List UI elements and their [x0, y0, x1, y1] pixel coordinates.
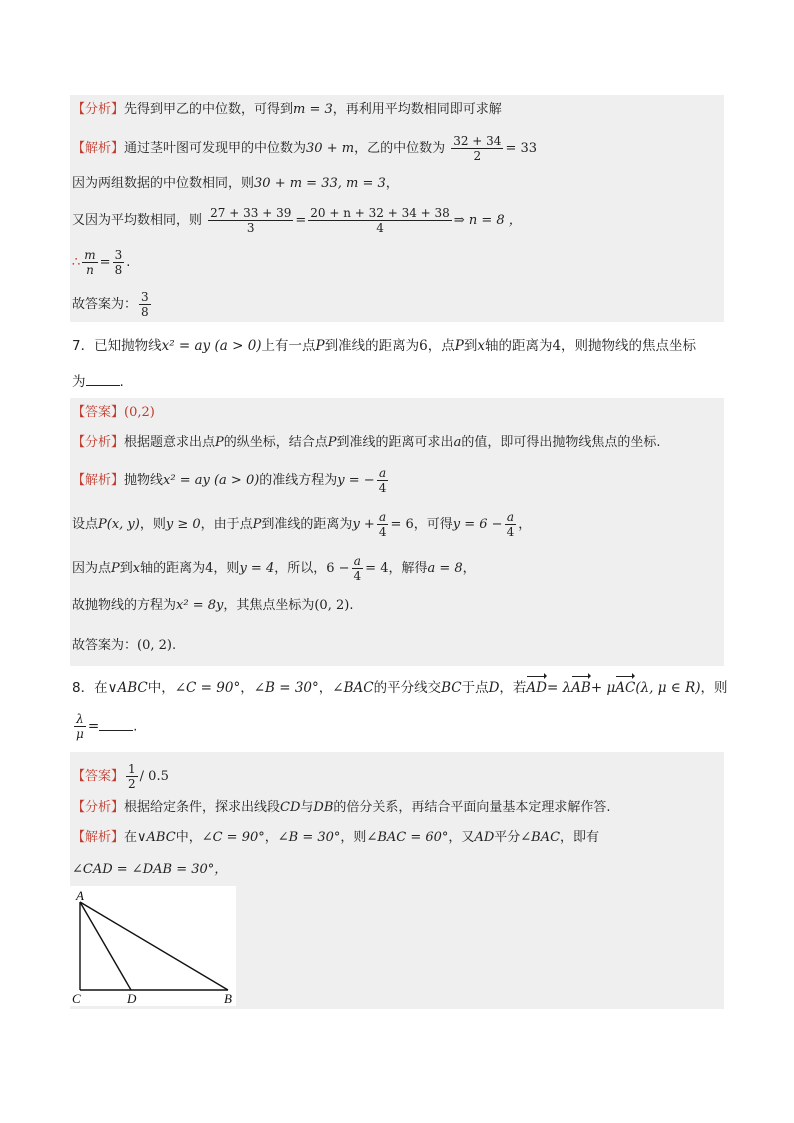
q8-ans-num: 1 [128, 762, 136, 776]
q7-sol1-b: 的准线方程为 [259, 473, 338, 488]
triangle-figure [70, 886, 236, 1006]
q6-frac5-num: 3 [114, 248, 123, 262]
q7-sol3-frac-num: a [352, 554, 364, 569]
q7-sol2-frac2-den: 4 [506, 525, 515, 539]
q8-sol1-angB: ∠B = 30° [277, 830, 341, 845]
q7-sol1-frac-num: a [377, 466, 389, 481]
q8-solution-tag: 【解析】 [72, 830, 125, 845]
q6-solution-eq: 30 + m [306, 141, 355, 156]
q7-analysis-p2: P [327, 435, 337, 450]
q8-ans-alt: / 0.5 [139, 769, 169, 784]
q8-sol1-e: 平分 [494, 830, 521, 845]
q6-frac2-num: 27 + 33 + 39 [210, 206, 292, 220]
q7-answer-tag: 【答案】 [72, 405, 125, 420]
q7-answer-pt: (0, 2) [137, 638, 172, 653]
q8-angC: ∠C = 90° [174, 680, 241, 696]
q6-analysis-line [72, 100, 502, 120]
q8-BC: BC [441, 680, 462, 696]
q7-sol3-eq2a: 6 − [326, 561, 350, 576]
q8-analysis-line [72, 798, 611, 818]
q8-analysis-tail: 的倍分关系，再结合平面向量基本定理求解作答. [333, 800, 611, 815]
q7-sol3-f: ，解得 [388, 561, 428, 576]
q7-sol2-eq2: y = 6 − [452, 517, 503, 532]
q7-solution-tag: 【解析】 [72, 473, 125, 488]
q7-analysis-b: 的纵坐标，结合点 [223, 435, 328, 450]
q8-with: 与 [300, 800, 314, 815]
q7-sol3-frac-den: 4 [353, 569, 362, 583]
q7-sol2-e: ，可得 [413, 517, 453, 532]
q7-sol2-c: ，由于点 [200, 517, 253, 532]
q8-D: D [488, 680, 500, 696]
q7-stem-b: 上有一点 [261, 338, 316, 354]
q7-stem-four: 4 [552, 338, 562, 354]
q8-eq-lambda: = λ [547, 680, 572, 696]
q7-solution-line4: 故抛物线的方程为x² = 8y，其焦点坐标为(0, 2). [72, 598, 354, 613]
q7-stem-d: ，点 [427, 338, 455, 354]
q7-answer-blank [86, 372, 120, 386]
q6-answer-line [72, 290, 153, 319]
q7-stem-p: P [315, 338, 325, 354]
q8-eq: = [87, 718, 100, 735]
q8-analysis-text: 根据给定条件，探求出线段 [124, 800, 281, 815]
q6-frac3-num: 20 + n + 32 + 34 + 38 [310, 206, 450, 220]
q7-stem-line1 [72, 336, 696, 356]
q7-sol1-frac-den: 4 [378, 481, 387, 495]
q8-comma1: ， [240, 680, 254, 696]
q7-stem-g: ，则抛物线的焦点坐标 [561, 338, 697, 354]
q8-sol1-a: 在 [124, 830, 138, 845]
q7-stem-e: 到 [463, 338, 478, 354]
q8-answer-blank [99, 717, 133, 731]
q8-vec-AD: AD [526, 680, 547, 696]
q6-frac1-num: 32 + 34 [453, 134, 502, 148]
q7-sol2-frac1 [377, 510, 389, 539]
q7-sol1-a: 抛物线 [124, 473, 164, 488]
q7-sol3-frac [352, 554, 364, 583]
q7-sol1-eq-parabola: x² = ay (a > 0) [163, 473, 260, 488]
q7-sol2-a: 设点 [72, 517, 99, 532]
q8-frac-num: λ [74, 712, 86, 727]
q6-solution-line [72, 134, 537, 163]
q8-solution-line1 [72, 828, 599, 848]
q7-stem-eq: x² = ay (a > 0) [161, 338, 262, 354]
label-D: D [127, 991, 137, 1006]
q8-analysis-tag: 【分析】 [72, 800, 125, 815]
q7-sol2-frac1-den: 4 [378, 525, 387, 539]
q7-sol2-frac2-num: a [505, 510, 517, 525]
q6-analysis-tag: 【分析】 [72, 102, 125, 117]
q7-stem-p2: P [454, 338, 464, 354]
q8-stem-a: 8．在 [72, 680, 108, 696]
q8-sol1-comma: ， [264, 830, 278, 845]
q7-stem-c: 到准线的距离为 [324, 338, 420, 354]
q8-DB: DB [313, 800, 334, 815]
q8-sol1-AD: AD [474, 830, 495, 845]
q6-frac1-result: = 33 [505, 141, 538, 156]
q8-sol1-f: ，即有 [560, 830, 600, 845]
q7-sol3-d: ，则 [213, 561, 240, 576]
q8-tri: ∨ABC [107, 680, 148, 696]
q8-sol1-b: 中， [175, 830, 202, 845]
q7-answer-line [72, 403, 155, 423]
q6-line5: ∴ $\frac{m}{n}$ = $\frac{3}{8}$ . [72, 248, 131, 277]
q8-angB: ∠B = 30° [253, 680, 319, 696]
q7-sol4-eq: x² = 8y [176, 598, 224, 613]
q7-sol3-eq: y = 4 [239, 561, 275, 576]
q7-sol4-b: ，其焦点坐标为 [223, 598, 315, 613]
q7-sol3-p: P [111, 561, 120, 576]
q7-sol3-x: x [132, 561, 141, 576]
q6-line4-tail: ⇒ n = 8 ， [453, 213, 522, 228]
q7-sol2-frac2 [505, 510, 517, 539]
q8-sol1-d: ，又 [448, 830, 475, 845]
q8-plus-mu: + μ [590, 680, 616, 696]
q6-frac4-num: m [84, 248, 96, 262]
q6-therefore: ∴ [72, 255, 81, 270]
q7-analysis-c: 到准线的距离可求出 [336, 435, 454, 450]
q7-solution-line1 [72, 466, 390, 495]
q7-sol3-g: ， [462, 561, 476, 576]
q7-stem-x: x [477, 338, 485, 354]
q8-sol1-c: ，则 [340, 830, 367, 845]
q7-stem-line2 [72, 372, 124, 392]
q8-CD: CD [280, 800, 301, 815]
q6-analysis-tail: ，再利用平均数相同即可求解 [332, 102, 502, 117]
q7-stem-a: 7．已知抛物线 [72, 338, 162, 354]
q8-stem-f: ，则 [700, 680, 728, 696]
label-C: C [72, 991, 81, 1006]
q8-sol1-angC: ∠C = 90° [201, 830, 265, 845]
q8-end: . [133, 718, 138, 735]
q6-solution-text: 通过茎叶图可发现甲的中位数为 [124, 141, 307, 156]
q8-angBAC: ∠BAC [332, 680, 374, 696]
q7-sol2-eq1: y + [352, 517, 375, 532]
q8-answer-frac [126, 762, 138, 791]
q7-stem-six: 6 [419, 338, 428, 354]
q6-frac-mn [82, 248, 97, 277]
q7-solution-line3 [72, 554, 476, 583]
q7-sol2-p: P [252, 517, 262, 532]
q7-answer-value: (0,2) [124, 405, 155, 420]
q7-sol3-eq2b: = 4 [365, 561, 389, 576]
q6-eq-sign: = [295, 213, 307, 228]
q7-stem-end: . [119, 374, 124, 390]
q6-line4-text: 又因为平均数相同，则 [72, 213, 203, 228]
q7-answer-final: 故答案为：(0, 2). [72, 638, 177, 653]
q7-sol4-pt: (0, 2) [314, 598, 350, 613]
q7-sol3-a: 因为点 [72, 561, 112, 576]
q7-stem-line2-text: 为 [72, 374, 86, 390]
q8-stem-d: 于点 [461, 680, 489, 696]
q7-analysis-line [72, 433, 660, 453]
q7-sol3-four: 4 [205, 561, 214, 576]
q6-answer-label: 故答案为： [72, 297, 138, 312]
q8-stem-e: ，若 [499, 680, 527, 696]
q8-answer-line [72, 762, 169, 791]
q7-analysis-a: 根据题意求出点 [124, 435, 216, 450]
q8-sol2: ∠CAD = ∠DAB = 30°， [72, 862, 228, 877]
q7-sol3-e: ，所以， [274, 561, 327, 576]
q7-sol3-c: 轴的距离为 [140, 561, 206, 576]
q7-answer-label: 故答案为： [72, 638, 138, 653]
q8-frac-den: μ [76, 727, 84, 741]
q6-frac5-den: 8 [114, 263, 123, 277]
q7-sol2-eq1b: = 6 [390, 517, 414, 532]
q7-sol2-d: 到准线的距离为 [261, 517, 353, 532]
q6-analysis-eq: m = 3 [293, 102, 333, 117]
q7-sol3-b: 到 [119, 561, 133, 576]
q7-sol2-point: P(x, y) [98, 517, 140, 532]
q6-analysis-text: 先得到甲乙的中位数，可得到 [124, 102, 294, 117]
q8-vec-AB: AB [571, 680, 591, 696]
q8-stem-frac [74, 712, 86, 741]
q7-analysis-tag: 【分析】 [72, 435, 125, 450]
q8-vec-AC: AC [615, 680, 636, 696]
q6-line3-tail: ， [385, 176, 399, 191]
q6-frac-avg-b [308, 206, 452, 235]
q8-cond: (λ, μ ∈ R) [635, 680, 701, 696]
q7-sol4-a: 故抛物线的方程为 [72, 598, 177, 613]
q6-answer-frac [139, 290, 151, 319]
q7-sol1-frac [377, 466, 389, 495]
q6-solution-tag: 【解析】 [72, 141, 125, 156]
q7-sol2-frac1-num: a [377, 510, 389, 525]
q8-stem-b: 中， [147, 680, 175, 696]
q6-frac3-den: 4 [376, 221, 384, 235]
q7-sol3-eq3: a = 8 [427, 561, 463, 576]
q6-answer-den: 8 [141, 305, 149, 319]
q7-sol2-ineq: y ≥ 0 [165, 517, 201, 532]
q7-analysis-d: 的值，即可得出抛物线焦点的坐标. [461, 435, 661, 450]
q8-solution-line2 [72, 860, 227, 880]
q6-line3-eq: 30 + m = 33, m = 3 [254, 176, 386, 191]
q6-frac-avg-a [208, 206, 293, 235]
q7-stem-f: 轴的距离为 [484, 338, 553, 354]
q7-solution-line2: 设点P(x, y)，则y ≥ 0，由于点P到准线的距离为y + $\frac{a}{4}$ = 6，可得y = 6 − $\frac{a}{4}$ ， [72, 510, 532, 539]
q8-comma2: ， [318, 680, 333, 696]
q6-answer-num: 3 [141, 290, 149, 304]
q6-line3-text: 因为两组数据的中位数相同，则 [72, 176, 255, 191]
q6-frac4-den: n [86, 263, 94, 277]
q6-frac-median [451, 134, 503, 163]
q6-solution-mid: ，乙的中位数为 [354, 141, 446, 156]
q6-frac2-den: 3 [246, 221, 255, 235]
q6-line3 [72, 174, 399, 194]
q7-sol1-eq: y = − [337, 473, 375, 488]
q8-answer-tag: 【答案】 [72, 769, 125, 784]
q7-analysis-p1: P [215, 435, 224, 450]
label-A: A [76, 888, 84, 903]
q8-stem-line2 [72, 712, 137, 741]
q8-stem-line1 [72, 678, 728, 698]
q6-line4 [72, 206, 522, 235]
q8-sol1-angBAC: ∠BAC [520, 830, 561, 845]
q6-frac-38 [113, 248, 125, 277]
q6-frac1-den: 2 [473, 149, 482, 163]
q8-sol1-angBAC60: ∠BAC = 60° [366, 830, 449, 845]
q8-ans-den: 2 [128, 777, 136, 791]
q7-analysis-a-var: a [453, 435, 462, 450]
q8-sol1-tri: ∨ABC [137, 830, 176, 845]
q6-period: . [126, 255, 131, 270]
q7-sol2-b: ，则 [139, 517, 166, 532]
q8-stem-c: 的平分线交 [373, 680, 442, 696]
label-B: B [224, 991, 232, 1006]
